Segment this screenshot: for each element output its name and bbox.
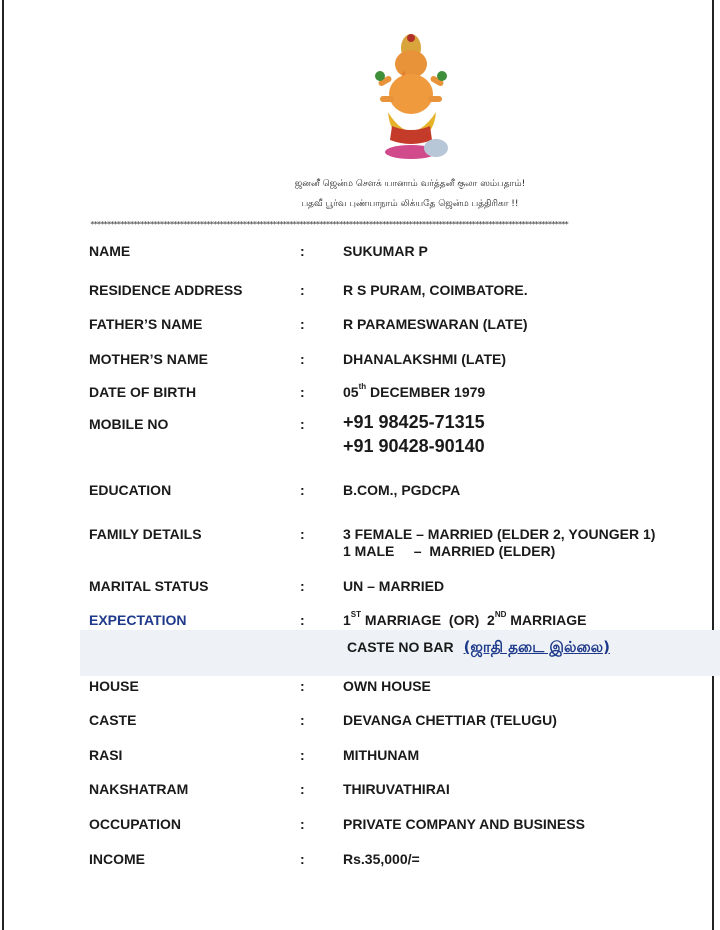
field-colon: :	[300, 384, 305, 400]
field-colon: :	[300, 712, 305, 728]
field-value: THIRUVATHIRAI	[343, 781, 450, 797]
field-label: NAME	[89, 243, 131, 259]
caste-no-bar-tamil: (ஜாதி தடை இல்லை)	[463, 638, 610, 656]
field-value: R PARAMESWARAN (LATE)	[343, 316, 528, 332]
field-label: NAKSHATRAM	[89, 781, 189, 797]
field-label: OCCUPATION	[89, 816, 182, 832]
field-label: EXPECTATION	[89, 612, 187, 628]
expectation-value	[343, 612, 587, 628]
caste-no-bar	[347, 638, 610, 658]
separator-line: ************************************************************************************************************************************************	[90, 220, 568, 229]
dob-day: 05	[343, 384, 359, 400]
field-value: PRIVATE COMPANY AND BUSINESS	[343, 816, 585, 832]
field-value: MITHUNAM	[343, 747, 420, 763]
field-label: MARITAL STATUS	[89, 578, 209, 594]
field-label: FATHER’S NAME	[89, 316, 203, 332]
field-colon: :	[300, 781, 305, 797]
shloka-line-1: ஜனனீ ஜென்ம சௌக் யானாம் வர்த்தனீ குலா ஸம்பதாம்!	[294, 179, 526, 189]
dob-rest: DECEMBER 1979	[370, 384, 486, 400]
ganesha-illustration-icon	[366, 30, 456, 168]
field-colon: :	[300, 282, 305, 298]
field-value: DEVANGA CHETTIAR (TELUGU)	[343, 712, 557, 728]
exp-end: MARRIAGE	[506, 612, 587, 628]
field-colon: :	[300, 482, 305, 498]
family-line-1: 3 FEMALE – MARRIED (ELDER 2, YOUNGER 1)	[343, 526, 656, 542]
mobile-value-2: +91 90428-90140	[343, 436, 485, 456]
field-colon: :	[300, 816, 305, 832]
exp-s1: ST	[350, 610, 362, 619]
field-colon: :	[300, 612, 305, 628]
field-colon: :	[300, 243, 305, 259]
field-colon: :	[300, 747, 305, 763]
field-label: CASTE	[89, 712, 137, 728]
field-colon: :	[300, 526, 305, 542]
field-value: Rs.35,000/=	[343, 851, 420, 867]
exp-n1: 1	[343, 612, 351, 628]
field-label: HOUSE	[89, 678, 139, 694]
family-line-2: 1 MALE – MARRIED (ELDER)	[343, 543, 556, 559]
field-value: DHANALAKSHMI (LATE)	[343, 351, 507, 367]
caste-no-bar-label: CASTE NO BAR	[347, 639, 454, 655]
field-value	[343, 384, 485, 400]
field-label: DATE OF BIRTH	[89, 384, 197, 400]
field-value: R S PURAM, COIMBATORE.	[343, 282, 528, 298]
field-colon: :	[300, 316, 305, 332]
field-value: OWN HOUSE	[343, 678, 431, 694]
exp-s2: ND	[494, 610, 507, 619]
field-value: B.COM., PGDCPA	[343, 482, 461, 498]
field-colon: :	[300, 678, 305, 694]
field-colon: :	[300, 851, 305, 867]
field-colon: :	[300, 416, 305, 432]
field-colon: :	[300, 351, 305, 367]
field-label: EDUCATION	[89, 482, 172, 498]
field-label: RESIDENCE ADDRESS	[89, 282, 243, 298]
field-colon: :	[300, 578, 305, 594]
dob-suffix: th	[358, 382, 367, 391]
mobile-value-1: +91 98425-71315	[343, 412, 485, 432]
field-label: FAMILY DETAILS	[89, 526, 202, 542]
field-label: INCOME	[89, 851, 145, 867]
field-value: UN – MARRIED	[343, 578, 445, 594]
field-label: RASI	[89, 747, 123, 763]
field-label: MOBILE NO	[89, 416, 169, 432]
field-label: MOTHER’S NAME	[89, 351, 208, 367]
shloka-line-2: பதவீ பூர்வ புண்யாநாம் லிக்யதே ஜென்ம பத்திரிகா !!	[301, 199, 519, 209]
exp-mid: MARRIAGE (OR) 2	[361, 612, 495, 628]
field-value: SUKUMAR P	[343, 243, 428, 259]
